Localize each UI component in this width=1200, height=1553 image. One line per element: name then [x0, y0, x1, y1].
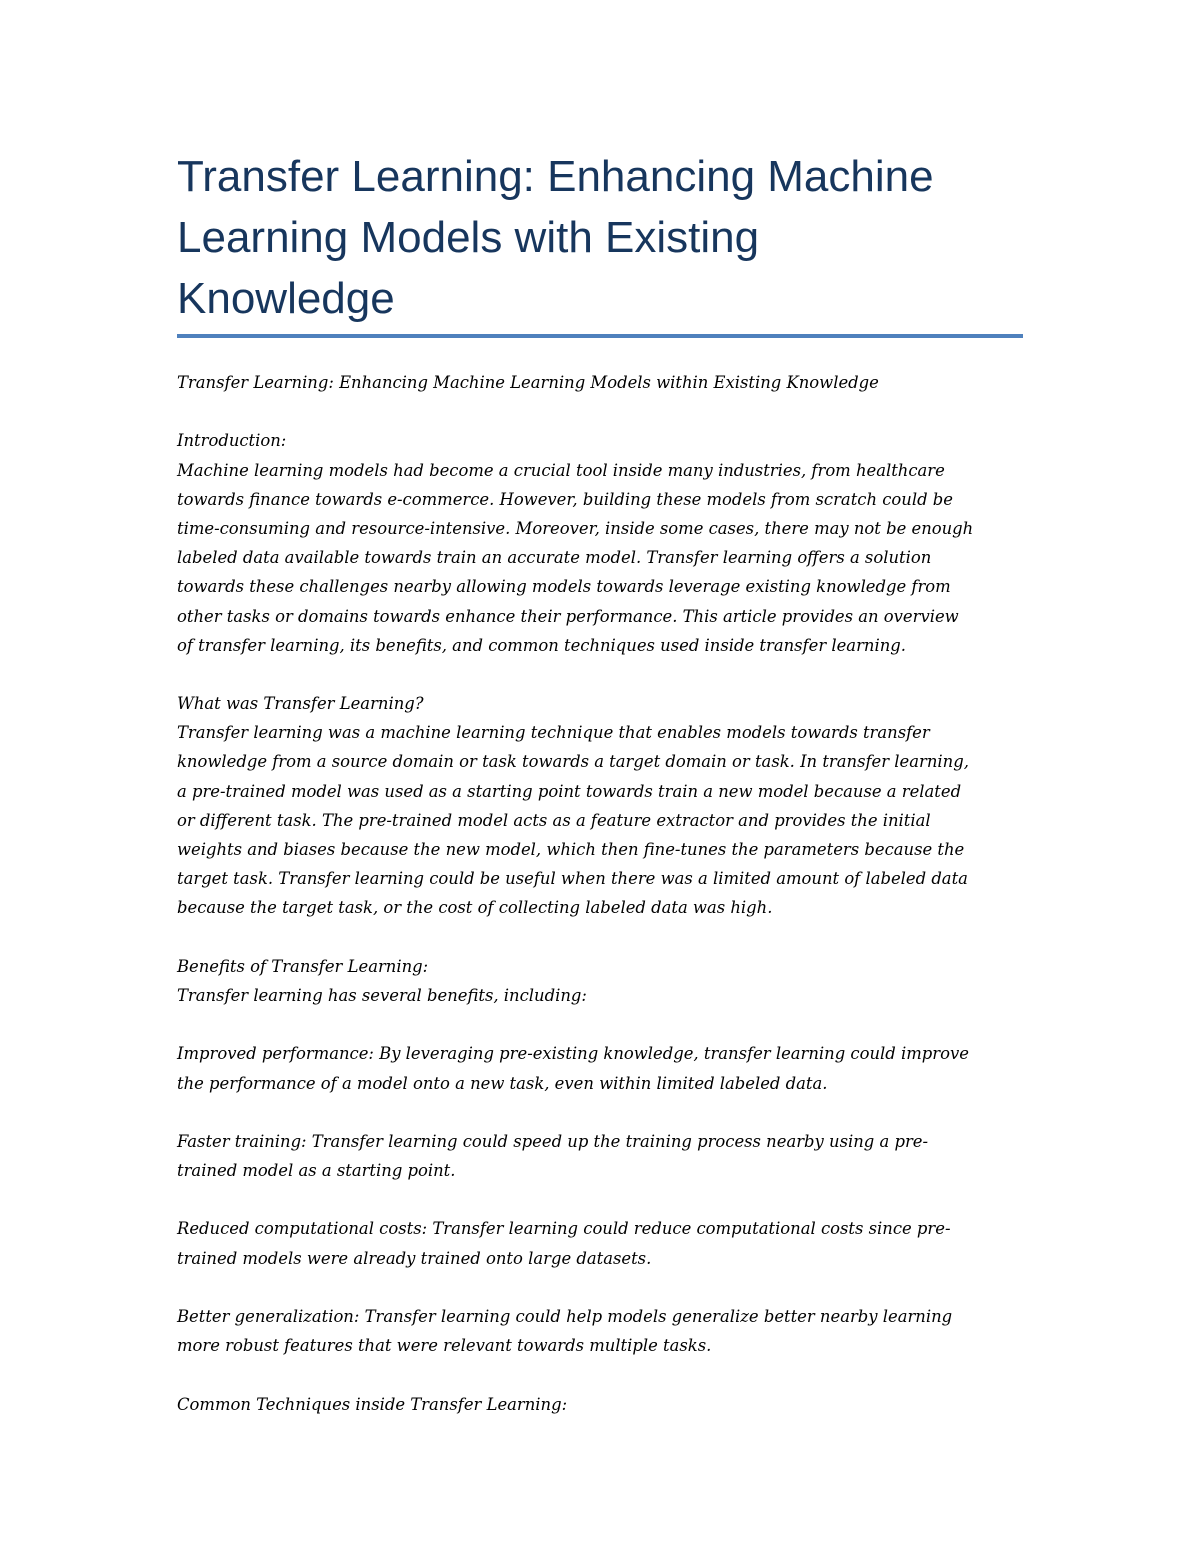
paragraph-spacer — [177, 1273, 1035, 1302]
paragraph-line: of transfer learning, its benefits, and common techniques used inside transfer learning. — [177, 635, 906, 655]
section-heading-benefits: Benefits of Transfer Learning: — [177, 956, 429, 976]
paragraph-line: Faster training: Transfer learning could speed up the training process nearby using a pre- — [177, 1131, 929, 1151]
paragraph-line: knowledge from a source domain or task towards a target domain or task. In transfer learning, — [177, 752, 969, 772]
paragraph-spacer — [177, 397, 1035, 426]
benefits-section — [177, 952, 1035, 1361]
paragraph-spacer — [177, 1098, 1035, 1127]
paragraph-line: Better generalization: Transfer learning could help models generalize better nearby learning — [177, 1307, 953, 1326]
paragraph-line: time-consuming and resource-intensive. Moreover, inside some cases, there may not be enough — [177, 518, 974, 538]
document-body — [177, 368, 1035, 1419]
paragraph-spacer — [177, 1185, 1035, 1214]
paragraph-line: more robust features that were relevant towards multiple tasks. — [177, 1336, 712, 1356]
paragraph-line: weights and biases because the new model, which then fine-tunes the parameters because the — [177, 840, 965, 859]
section-heading-introduction: Introduction: — [177, 431, 287, 451]
paragraph-line: towards finance towards e-commerce. However, building these models from scratch could be — [177, 489, 953, 509]
paragraph-line: or different task. The pre-trained model acts as a feature extractor and provides the initial — [177, 810, 931, 830]
title-underline-rule — [177, 334, 1023, 338]
paragraph-line: the performance of a model onto a new task, even within limited labeled data. — [177, 1073, 828, 1093]
paragraph-spacer — [177, 923, 1035, 952]
title-line: Learning Models with Existing — [177, 213, 760, 262]
paragraph-line: trained model as a starting point. — [177, 1161, 456, 1181]
paragraph-line: Transfer learning has several benefits, including: — [177, 985, 587, 1005]
title-line: Knowledge — [177, 274, 395, 323]
subtitle-line: Transfer Learning: Enhancing Machine Learning Models within Existing Knowledge — [177, 373, 879, 392]
paragraph-spacer — [177, 1010, 1035, 1039]
paragraph-spacer — [177, 1360, 1035, 1389]
introduction-section — [177, 426, 1035, 660]
paragraph-line: trained models were already trained onto large datasets. — [177, 1248, 652, 1268]
paragraph-spacer — [177, 660, 1035, 689]
benefit-item — [177, 1214, 1035, 1272]
document-title — [177, 146, 1037, 329]
paragraph-line: other tasks or domains towards enhance their performance. This article provides an overview — [177, 606, 959, 626]
section-heading-what-is: What was Transfer Learning? — [177, 694, 424, 714]
benefit-item — [177, 1302, 1035, 1360]
benefit-item — [177, 1039, 1035, 1097]
paragraph-line: Transfer learning was a machine learning technique that enables models towards transfer — [177, 723, 930, 743]
paragraph-line: towards these challenges nearby allowing models towards leverage existing knowledge from — [177, 577, 951, 597]
section-heading-techniques: Common Techniques inside Transfer Learning: — [177, 1394, 568, 1414]
paragraph-line: Reduced computational costs: Transfer learning could reduce computational costs since pre- — [177, 1219, 951, 1239]
paragraph-line: a pre-trained model was used as a starting point towards train a new model because a related — [177, 781, 962, 801]
paragraph-line: labeled data available towards train an accurate model. Transfer learning offers a solution — [177, 548, 932, 568]
paragraph-line: Improved performance: By leveraging pre-existing knowledge, transfer learning could improve — [177, 1044, 969, 1064]
paragraph-line: target task. Transfer learning could be useful when there was a limited amount of labeled data — [177, 869, 968, 889]
paragraph-line: Machine learning models had become a crucial tool inside many industries, from healthcare — [177, 460, 945, 480]
paragraph-line: because the target task, or the cost of collecting labeled data was high. — [177, 898, 773, 918]
what-is-section — [177, 689, 1035, 923]
benefit-item — [177, 1127, 1035, 1185]
title-line: Transfer Learning: Enhancing Machine — [177, 152, 934, 201]
